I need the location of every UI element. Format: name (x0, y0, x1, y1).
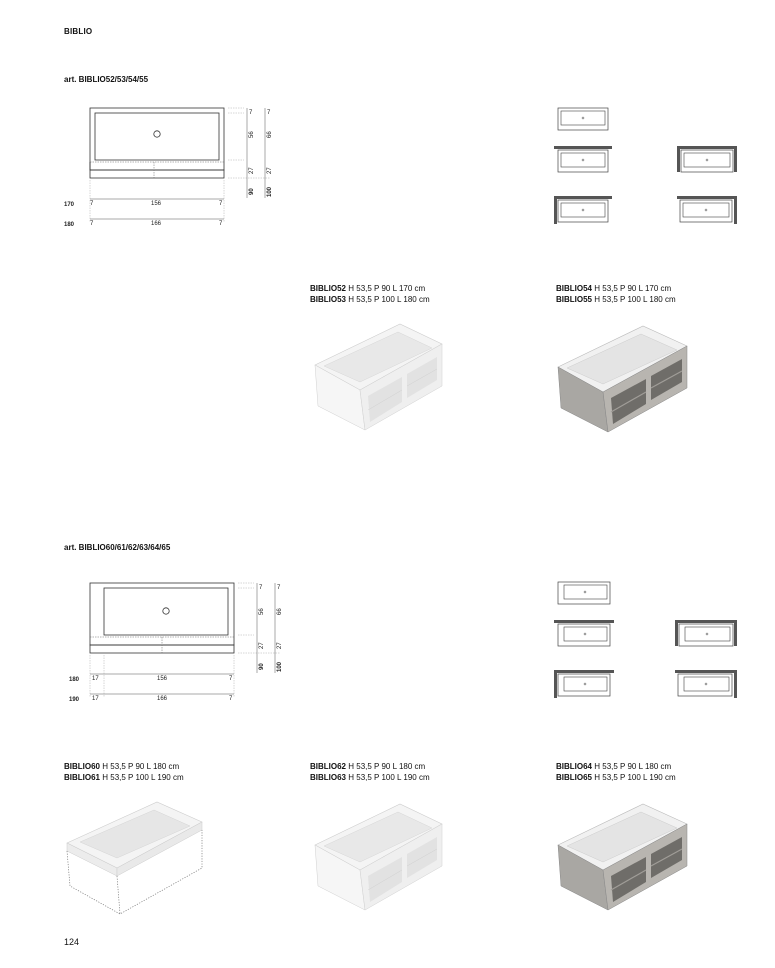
plan-variant-wall-three-sides (677, 146, 737, 172)
product-code: BIBLIO63 (310, 773, 347, 782)
article-title-1: art. BIBLIO52/53/54/55 (64, 75, 149, 84)
dim-height-plinth-outer: 27 (267, 167, 273, 174)
drain-icon (154, 131, 160, 137)
dim-row1-total: 180 (69, 677, 80, 683)
technical-drawing-2 (60, 575, 290, 710)
dim-depth-2: 100 (277, 661, 283, 672)
product-image-white-bathtub-2 (310, 800, 450, 915)
product-spec-biblio52-53 (310, 283, 430, 305)
plan-variant-wall-back-left (554, 620, 614, 646)
product-dimensions: H 53,5 P 90 L 170 cm (348, 284, 426, 293)
dim-height-basin-inner: 56 (259, 608, 265, 615)
product-dimensions: H 53,5 P 90 L 170 cm (594, 284, 672, 293)
dim-height-top-inner: 7 (249, 110, 253, 116)
dim-row2-right: 7 (229, 696, 233, 702)
dim-row1-left: 17 (92, 676, 99, 682)
plan-variant-corner-right (677, 196, 737, 224)
product-dimensions: H 53,5 P 100 L 190 cm (594, 773, 676, 782)
plan-variant-corner-left (554, 196, 612, 224)
article-title-2: art. BIBLIO60/61/62/63/64/65 (64, 543, 171, 552)
plan-variants-2 (550, 578, 745, 706)
product-image-white-bathtub (310, 320, 450, 435)
product-dimensions: H 53,5 P 100 L 190 cm (102, 773, 184, 782)
product-dimensions: H 53,5 P 100 L 190 cm (348, 773, 430, 782)
technical-drawing-1 (60, 100, 285, 235)
product-code: BIBLIO65 (556, 773, 593, 782)
dim-height-plinth-inner: 27 (259, 642, 265, 649)
drain-icon (163, 608, 169, 614)
dim-height-basin-outer: 66 (267, 131, 273, 138)
plan-variant-corner-right (675, 670, 737, 698)
product-code: BIBLIO61 (64, 773, 101, 782)
product-code: BIBLIO62 (310, 762, 347, 771)
product-image-wood-bathtub-2 (553, 800, 695, 915)
product-image-wood-bathtub (553, 322, 695, 437)
plan-variant-corner-left (554, 670, 614, 698)
product-dimensions: H 53,5 P 90 L 180 cm (594, 762, 672, 771)
product-code: BIBLIO54 (556, 284, 593, 293)
dim-row2-total: 180 (64, 222, 75, 228)
dim-height-top-inner: 7 (259, 585, 263, 591)
tub-outline-top (90, 108, 224, 170)
product-spec-biblio64-65 (556, 761, 676, 783)
plan-variant-freestanding (558, 582, 610, 604)
dim-depth-1: 90 (249, 188, 255, 195)
dim-height-plinth-outer: 27 (277, 642, 283, 649)
dim-depth-2: 100 (267, 186, 273, 197)
product-spec-biblio54-55 (556, 283, 676, 305)
dim-height-basin-inner: 56 (249, 131, 255, 138)
plan-variant-wall-three-sides (675, 620, 737, 646)
dim-row1-mid: 156 (151, 201, 162, 207)
tub-plinth (90, 645, 234, 653)
product-image-dotted-frame-bathtub (62, 798, 207, 916)
tub-basin-outline (95, 113, 219, 160)
product-dimensions: H 53,5 P 100 L 180 cm (348, 295, 430, 304)
dim-height-plinth-inner: 27 (249, 167, 255, 174)
dim-row1-right: 7 (219, 201, 223, 207)
product-dimensions: H 53,5 P 90 L 180 cm (348, 762, 426, 771)
product-code: BIBLIO55 (556, 295, 593, 304)
dim-row2-mid: 166 (157, 696, 168, 702)
product-code: BIBLIO64 (556, 762, 593, 771)
tub-basin-outline (104, 588, 228, 635)
product-dimensions: H 53,5 P 90 L 180 cm (102, 762, 180, 771)
plan-variants-1 (550, 104, 745, 232)
dim-row1-right: 7 (229, 676, 233, 682)
product-code: BIBLIO53 (310, 295, 347, 304)
dim-row1-mid: 156 (157, 676, 168, 682)
product-spec-biblio62-63 (310, 761, 430, 783)
plan-variant-freestanding (558, 108, 608, 130)
dim-row1-total: 170 (64, 202, 75, 208)
dim-row2-total: 190 (69, 697, 80, 703)
dim-height-top-outer: 7 (267, 110, 271, 116)
product-code: BIBLIO60 (64, 762, 101, 771)
dim-height-top-outer: 7 (277, 585, 281, 591)
dim-height-basin-outer: 66 (277, 608, 283, 615)
dim-row2-left: 17 (92, 696, 99, 702)
tub-outline-top (90, 583, 234, 645)
dim-row2-left: 7 (90, 221, 94, 227)
product-spec-biblio60-61 (64, 761, 184, 783)
dim-depth-1: 90 (259, 663, 265, 670)
product-dimensions: H 53,5 P 100 L 180 cm (594, 295, 676, 304)
dim-row2-right: 7 (219, 221, 223, 227)
page-header-title: BIBLIO (64, 27, 93, 36)
dim-row2-mid: 166 (151, 221, 162, 227)
page-number: 124 (64, 937, 80, 947)
dim-row1-left: 7 (90, 201, 94, 207)
tub-plinth (90, 170, 224, 178)
product-code: BIBLIO52 (310, 284, 347, 293)
plan-variant-wall-back-left (554, 146, 612, 172)
